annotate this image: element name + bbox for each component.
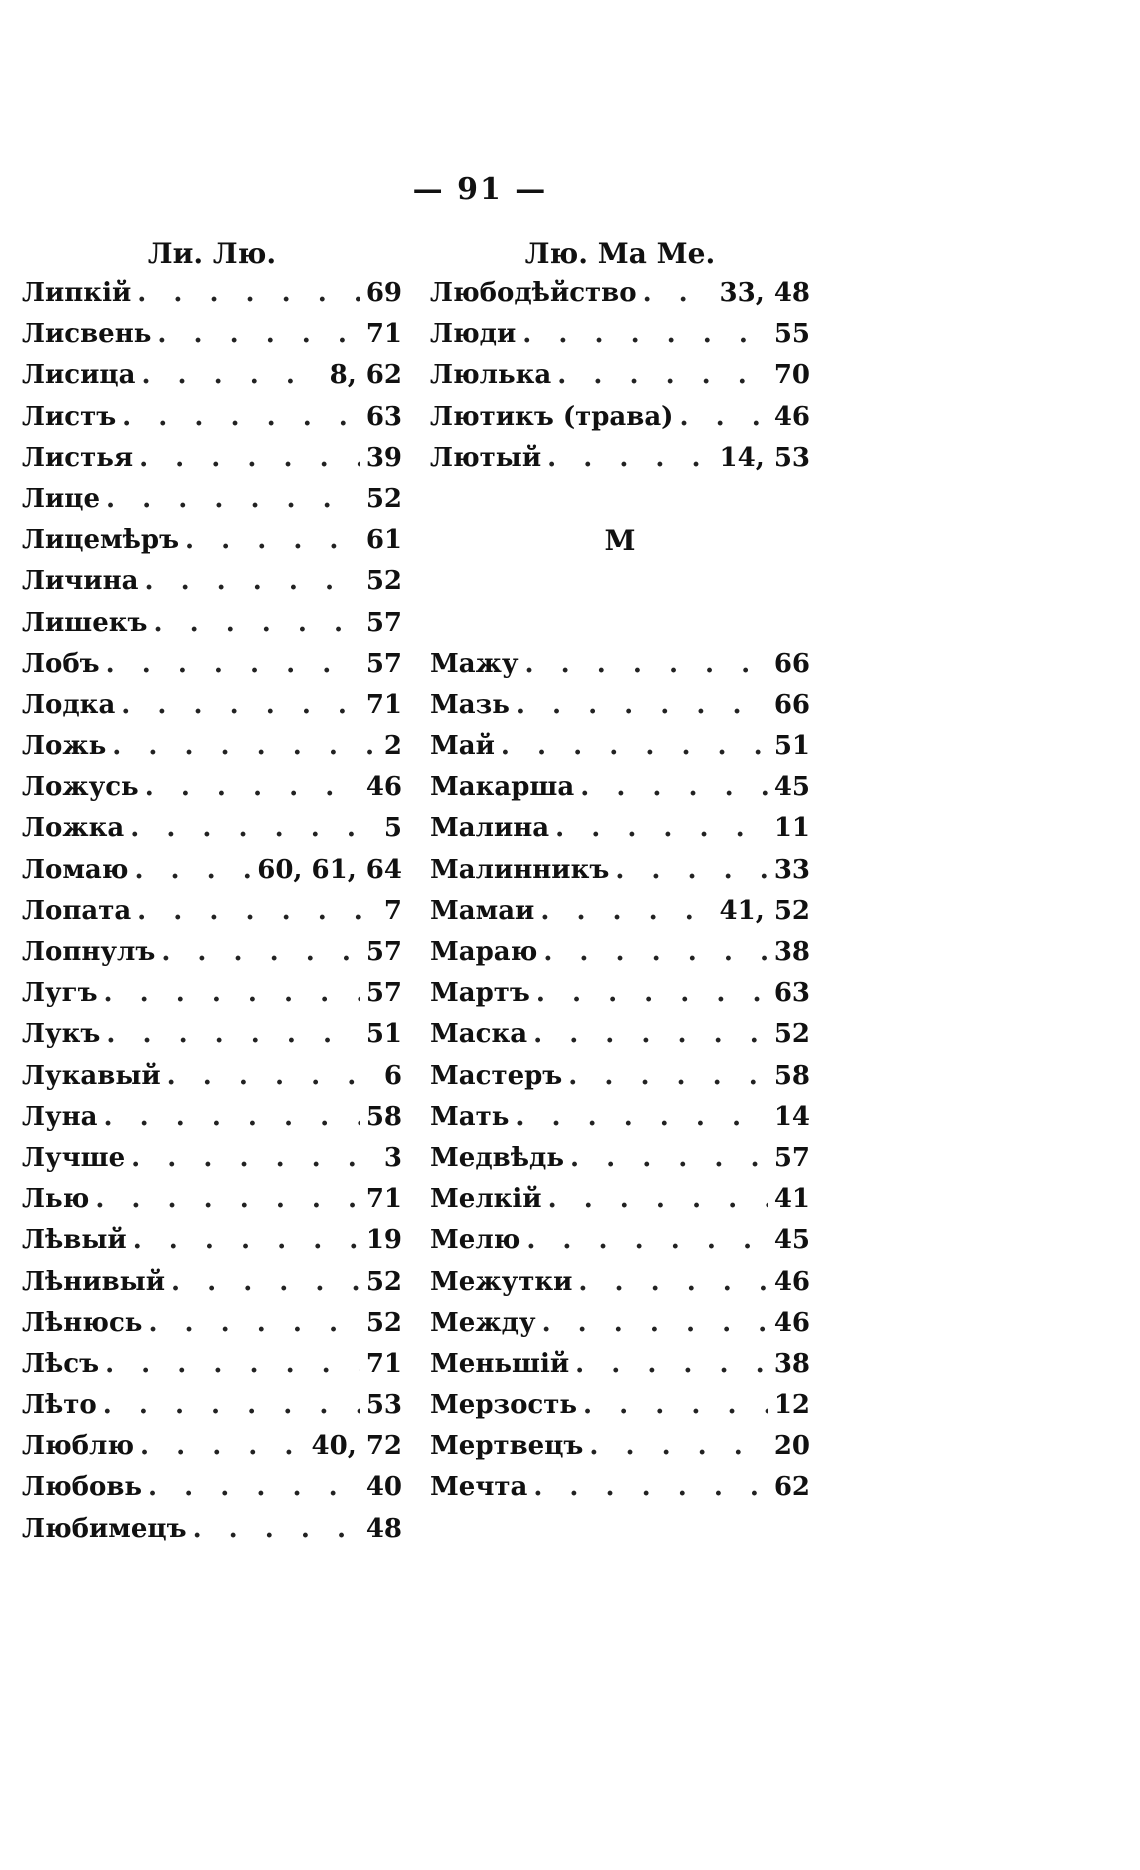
index-entry bbox=[22, 808, 402, 849]
page-number: — 91 — bbox=[412, 172, 548, 207]
entry-pages: 69 bbox=[365, 278, 402, 308]
entry-pages: 52 bbox=[773, 1019, 810, 1050]
index-entry bbox=[430, 767, 810, 808]
entry-term: Между bbox=[430, 1307, 536, 1338]
entry-term: Меньшій bbox=[430, 1348, 570, 1379]
index-entry bbox=[22, 932, 402, 973]
index-entry bbox=[22, 1385, 402, 1426]
dot-leader bbox=[103, 1385, 360, 1426]
entry-pages: 57 bbox=[365, 607, 402, 638]
dot-leader bbox=[167, 1056, 378, 1097]
entry-term: Лью bbox=[22, 1184, 90, 1215]
dot-leader bbox=[106, 1014, 359, 1055]
dot-leader bbox=[568, 1056, 768, 1097]
entry-term: Лѣвый bbox=[22, 1225, 127, 1256]
entry-pages: 71 bbox=[365, 1184, 402, 1215]
dot-leader bbox=[161, 932, 359, 973]
entry-pages: 66 bbox=[773, 648, 810, 679]
entry-term: Ложка bbox=[22, 813, 125, 844]
entry-term: Лишекъ bbox=[22, 607, 148, 638]
entry-term: Мечта bbox=[430, 1472, 528, 1503]
entry-pages: 7 bbox=[383, 895, 402, 926]
index-entry bbox=[430, 1138, 810, 1179]
dot-leader bbox=[193, 1509, 360, 1550]
left-column-header: Ли. Лю. bbox=[147, 237, 277, 270]
right-column bbox=[430, 235, 810, 1509]
entry-pages: 55 bbox=[773, 319, 810, 350]
entry-pages: 57 bbox=[773, 1142, 810, 1173]
index-entry bbox=[430, 438, 810, 479]
index-entry bbox=[22, 1426, 402, 1467]
index-entry bbox=[22, 850, 402, 891]
index-entry bbox=[430, 1014, 810, 1055]
entry-term: Лучше bbox=[22, 1142, 126, 1173]
dot-leader bbox=[139, 438, 360, 479]
index-entry bbox=[22, 1303, 402, 1344]
entry-term: Любовь bbox=[22, 1472, 143, 1503]
dot-leader bbox=[516, 685, 768, 726]
index-entry bbox=[430, 1220, 810, 1261]
dot-leader bbox=[121, 685, 360, 726]
dot-leader bbox=[578, 1262, 767, 1303]
entry-term: Листья bbox=[22, 442, 134, 473]
index-entry bbox=[430, 891, 810, 932]
dot-leader bbox=[133, 1220, 360, 1261]
right-entry-list-bottom bbox=[430, 644, 810, 1509]
index-entry bbox=[430, 1056, 810, 1097]
index-entry bbox=[430, 850, 810, 891]
entry-term: Мажу bbox=[430, 648, 519, 679]
index-entry bbox=[430, 973, 810, 1014]
entry-pages: 66 bbox=[773, 689, 810, 720]
index-entry bbox=[22, 355, 402, 396]
right-entry-list-top bbox=[430, 273, 810, 479]
dot-leader bbox=[171, 1262, 360, 1303]
dot-leader bbox=[533, 1467, 768, 1508]
entry-term: Ложусь bbox=[22, 772, 139, 803]
dot-leader bbox=[501, 726, 768, 767]
dot-leader bbox=[540, 891, 713, 932]
dot-leader bbox=[536, 973, 768, 1014]
entry-pages: 11 bbox=[773, 813, 810, 844]
entry-term: Мерзость bbox=[430, 1390, 578, 1421]
dot-leader bbox=[575, 1344, 768, 1385]
dot-leader bbox=[157, 314, 359, 355]
index-entry bbox=[22, 767, 402, 808]
index-entry bbox=[22, 726, 402, 767]
entry-term: Листъ bbox=[22, 401, 117, 432]
entry-pages: 46 bbox=[773, 1266, 810, 1297]
dot-leader bbox=[106, 479, 360, 520]
entry-pages: 38 bbox=[773, 1348, 810, 1379]
index-entry bbox=[22, 1097, 402, 1138]
entry-pages: 57 bbox=[365, 978, 402, 1009]
entry-pages: 40, 72 bbox=[311, 1431, 402, 1462]
entry-pages: 70 bbox=[773, 360, 810, 391]
entry-term: Медвѣдь bbox=[430, 1142, 564, 1173]
entry-pages: 3 bbox=[383, 1142, 402, 1173]
entry-term: Лодка bbox=[22, 689, 116, 720]
index-entry bbox=[430, 685, 810, 726]
entry-pages: 45 bbox=[773, 1225, 810, 1256]
index-entry bbox=[22, 1014, 402, 1055]
dot-leader bbox=[526, 1220, 767, 1261]
entry-pages: 52 bbox=[365, 483, 402, 514]
dot-leader bbox=[557, 355, 768, 396]
entry-pages: 8, 62 bbox=[329, 360, 402, 391]
entry-pages: 58 bbox=[365, 1101, 402, 1132]
section-gap bbox=[430, 561, 810, 602]
dot-leader bbox=[643, 273, 714, 314]
entry-term: Личина bbox=[22, 566, 139, 597]
index-entry bbox=[22, 479, 402, 520]
entry-term: Мертвецъ bbox=[430, 1431, 584, 1462]
index-entry bbox=[430, 726, 810, 767]
entry-term: Лицемѣръ bbox=[22, 525, 180, 556]
left-entry-list bbox=[22, 273, 402, 1550]
entry-term: Мараю bbox=[430, 937, 538, 967]
dot-leader bbox=[104, 1097, 360, 1138]
entry-pages: 5 bbox=[383, 813, 402, 844]
dot-leader bbox=[140, 1426, 306, 1467]
dot-leader bbox=[580, 767, 768, 808]
index-entry bbox=[430, 1467, 810, 1508]
index-entry bbox=[430, 644, 810, 685]
index-entry bbox=[22, 891, 402, 932]
dot-leader bbox=[144, 561, 359, 602]
entry-term: Лѣсъ bbox=[22, 1348, 100, 1379]
index-entry bbox=[22, 314, 402, 355]
entry-pages: 58 bbox=[773, 1060, 810, 1091]
index-entry bbox=[430, 808, 810, 849]
entry-term: Лугъ bbox=[22, 978, 98, 1009]
index-entry bbox=[22, 644, 402, 685]
entry-term: Лютикъ (трава) bbox=[430, 401, 674, 432]
index-entry bbox=[22, 438, 402, 479]
dot-leader bbox=[153, 603, 359, 644]
entry-pages: 33, 48 bbox=[719, 278, 810, 308]
right-column-header: Лю. Ма Ме. bbox=[524, 237, 716, 270]
dot-leader bbox=[130, 808, 378, 849]
entry-pages: 51 bbox=[773, 731, 810, 762]
entry-term: Лисвень bbox=[22, 319, 152, 350]
index-entry bbox=[22, 1179, 402, 1220]
entry-term: Лукавый bbox=[22, 1060, 161, 1091]
entry-pages: 2 bbox=[383, 731, 402, 762]
entry-term: Лице bbox=[22, 483, 101, 514]
dot-leader bbox=[95, 1179, 360, 1220]
index-entry bbox=[430, 932, 810, 973]
index-entry bbox=[22, 1220, 402, 1261]
dot-leader bbox=[137, 273, 360, 314]
entry-pages: 53 bbox=[365, 1390, 402, 1421]
entry-term: Лукъ bbox=[22, 1019, 101, 1050]
entry-term: Ложь bbox=[22, 731, 107, 762]
entry-term: Мать bbox=[430, 1101, 510, 1132]
dot-leader bbox=[185, 520, 360, 561]
entry-term: Мазь bbox=[430, 689, 510, 720]
entry-term: Мартъ bbox=[430, 978, 530, 1009]
entry-pages: 52 bbox=[365, 1307, 402, 1338]
entry-term: Лопата bbox=[22, 895, 132, 926]
index-entry bbox=[22, 1138, 402, 1179]
entry-term: Лисица bbox=[22, 360, 136, 391]
entry-term: Малина bbox=[430, 813, 550, 844]
index-entry bbox=[22, 273, 402, 314]
entry-pages: 71 bbox=[365, 689, 402, 720]
dot-leader bbox=[134, 850, 251, 891]
entry-pages: 46 bbox=[773, 401, 810, 432]
entry-pages: 33 bbox=[773, 854, 810, 885]
entry-term: Люблю bbox=[22, 1431, 134, 1462]
entry-pages: 41, 52 bbox=[719, 895, 810, 926]
index-entry bbox=[430, 1426, 810, 1467]
index-entry bbox=[22, 397, 402, 438]
entry-pages: 52 bbox=[365, 1266, 402, 1297]
dot-leader bbox=[122, 397, 360, 438]
entry-pages: 45 bbox=[773, 772, 810, 803]
index-entry bbox=[22, 1509, 402, 1550]
entry-pages: 57 bbox=[365, 937, 402, 967]
entry-term: Лѣнюсь bbox=[22, 1307, 143, 1338]
entry-pages: 51 bbox=[365, 1019, 402, 1050]
dot-leader bbox=[105, 1344, 360, 1385]
index-entry bbox=[22, 1467, 402, 1508]
entry-pages: 46 bbox=[365, 772, 402, 803]
entry-pages: 57 bbox=[365, 648, 402, 679]
entry-term: Лютый bbox=[430, 442, 542, 473]
entry-term: Май bbox=[430, 731, 495, 762]
entry-pages: 20 bbox=[773, 1431, 810, 1462]
entry-term: Малинникъ bbox=[430, 854, 610, 885]
entry-term: Лѣто bbox=[22, 1390, 97, 1421]
entry-pages: 62 bbox=[773, 1472, 810, 1503]
dot-leader bbox=[131, 1138, 378, 1179]
index-entry bbox=[430, 1262, 810, 1303]
entry-term: Межутки bbox=[430, 1266, 573, 1297]
entry-term: Макарша bbox=[430, 772, 575, 803]
index-entry bbox=[22, 1344, 402, 1385]
dot-leader bbox=[543, 932, 767, 973]
entry-term: Люлька bbox=[430, 360, 552, 391]
entry-pages: 52 bbox=[365, 566, 402, 597]
entry-term: Лобъ bbox=[22, 648, 100, 679]
dot-leader bbox=[106, 644, 360, 685]
index-entry bbox=[22, 973, 402, 1014]
entry-term: Мелкій bbox=[430, 1184, 542, 1215]
index-entry bbox=[430, 1097, 810, 1138]
index-entry bbox=[430, 1385, 810, 1426]
index-entry bbox=[22, 603, 402, 644]
dot-leader bbox=[525, 644, 768, 685]
entry-pages: 14 bbox=[773, 1101, 810, 1132]
index-entry bbox=[430, 397, 810, 438]
dot-leader bbox=[515, 1097, 767, 1138]
dot-leader bbox=[679, 397, 767, 438]
entry-pages: 19 bbox=[365, 1225, 402, 1256]
section-gap bbox=[430, 603, 810, 644]
dot-leader bbox=[547, 438, 713, 479]
dot-leader bbox=[145, 767, 360, 808]
entry-pages: 46 bbox=[773, 1307, 810, 1338]
entry-pages: 12 bbox=[773, 1390, 810, 1421]
left-column bbox=[22, 235, 402, 1550]
dot-leader bbox=[570, 1138, 768, 1179]
dot-leader bbox=[615, 850, 768, 891]
entry-pages: 6 bbox=[383, 1060, 402, 1091]
entry-term: Люди bbox=[430, 319, 517, 350]
entry-term: Ломаю bbox=[22, 854, 129, 885]
entry-term: Любодѣйство bbox=[430, 278, 637, 308]
index-entry bbox=[430, 1303, 810, 1344]
index-entry bbox=[22, 520, 402, 561]
dot-leader bbox=[589, 1426, 767, 1467]
entry-pages: 71 bbox=[365, 1348, 402, 1379]
entry-term: Мелю bbox=[430, 1225, 521, 1256]
dot-leader bbox=[148, 1303, 359, 1344]
entry-pages: 39 bbox=[365, 442, 402, 473]
entry-term: Мамаи bbox=[430, 895, 535, 926]
dot-leader bbox=[533, 1014, 768, 1055]
entry-pages: 40 bbox=[365, 1472, 402, 1503]
entry-term: Лѣнивый bbox=[22, 1266, 165, 1297]
entry-term: Лопнулъ bbox=[22, 937, 156, 967]
entry-term: Мастеръ bbox=[430, 1060, 563, 1091]
dot-leader bbox=[583, 1385, 768, 1426]
entry-pages: 63 bbox=[365, 401, 402, 432]
index-entry bbox=[430, 1344, 810, 1385]
dot-leader bbox=[542, 1303, 768, 1344]
entry-pages: 61 bbox=[365, 525, 402, 556]
index-entry bbox=[430, 273, 810, 314]
dot-leader bbox=[522, 314, 768, 355]
index-entry bbox=[22, 1056, 402, 1097]
entry-term: Маска bbox=[430, 1019, 528, 1050]
section-letter: М bbox=[604, 524, 636, 558]
entry-pages: 60, 61, 64 bbox=[257, 854, 402, 885]
dot-leader bbox=[104, 973, 360, 1014]
entry-term: Липкій bbox=[22, 278, 132, 308]
section-gap bbox=[430, 479, 810, 520]
entry-pages: 63 bbox=[773, 978, 810, 1009]
entry-pages: 14, 53 bbox=[719, 442, 810, 473]
entry-term: Луна bbox=[22, 1101, 98, 1132]
dot-leader bbox=[148, 1467, 360, 1508]
dot-leader bbox=[555, 808, 768, 849]
index-entry bbox=[430, 355, 810, 396]
entry-pages: 71 bbox=[365, 319, 402, 350]
dot-leader bbox=[137, 891, 378, 932]
index-entry bbox=[22, 561, 402, 602]
entry-pages: 48 bbox=[365, 1513, 402, 1544]
dot-leader bbox=[548, 1179, 768, 1220]
entry-pages: 38 bbox=[773, 937, 810, 967]
index-entry bbox=[22, 1262, 402, 1303]
entry-pages: 41 bbox=[773, 1184, 810, 1215]
index-entry bbox=[430, 1179, 810, 1220]
dot-leader bbox=[141, 355, 323, 396]
index-entry bbox=[430, 314, 810, 355]
index-entry bbox=[22, 685, 402, 726]
entry-term: Любимецъ bbox=[22, 1513, 187, 1544]
dot-leader bbox=[112, 726, 378, 767]
